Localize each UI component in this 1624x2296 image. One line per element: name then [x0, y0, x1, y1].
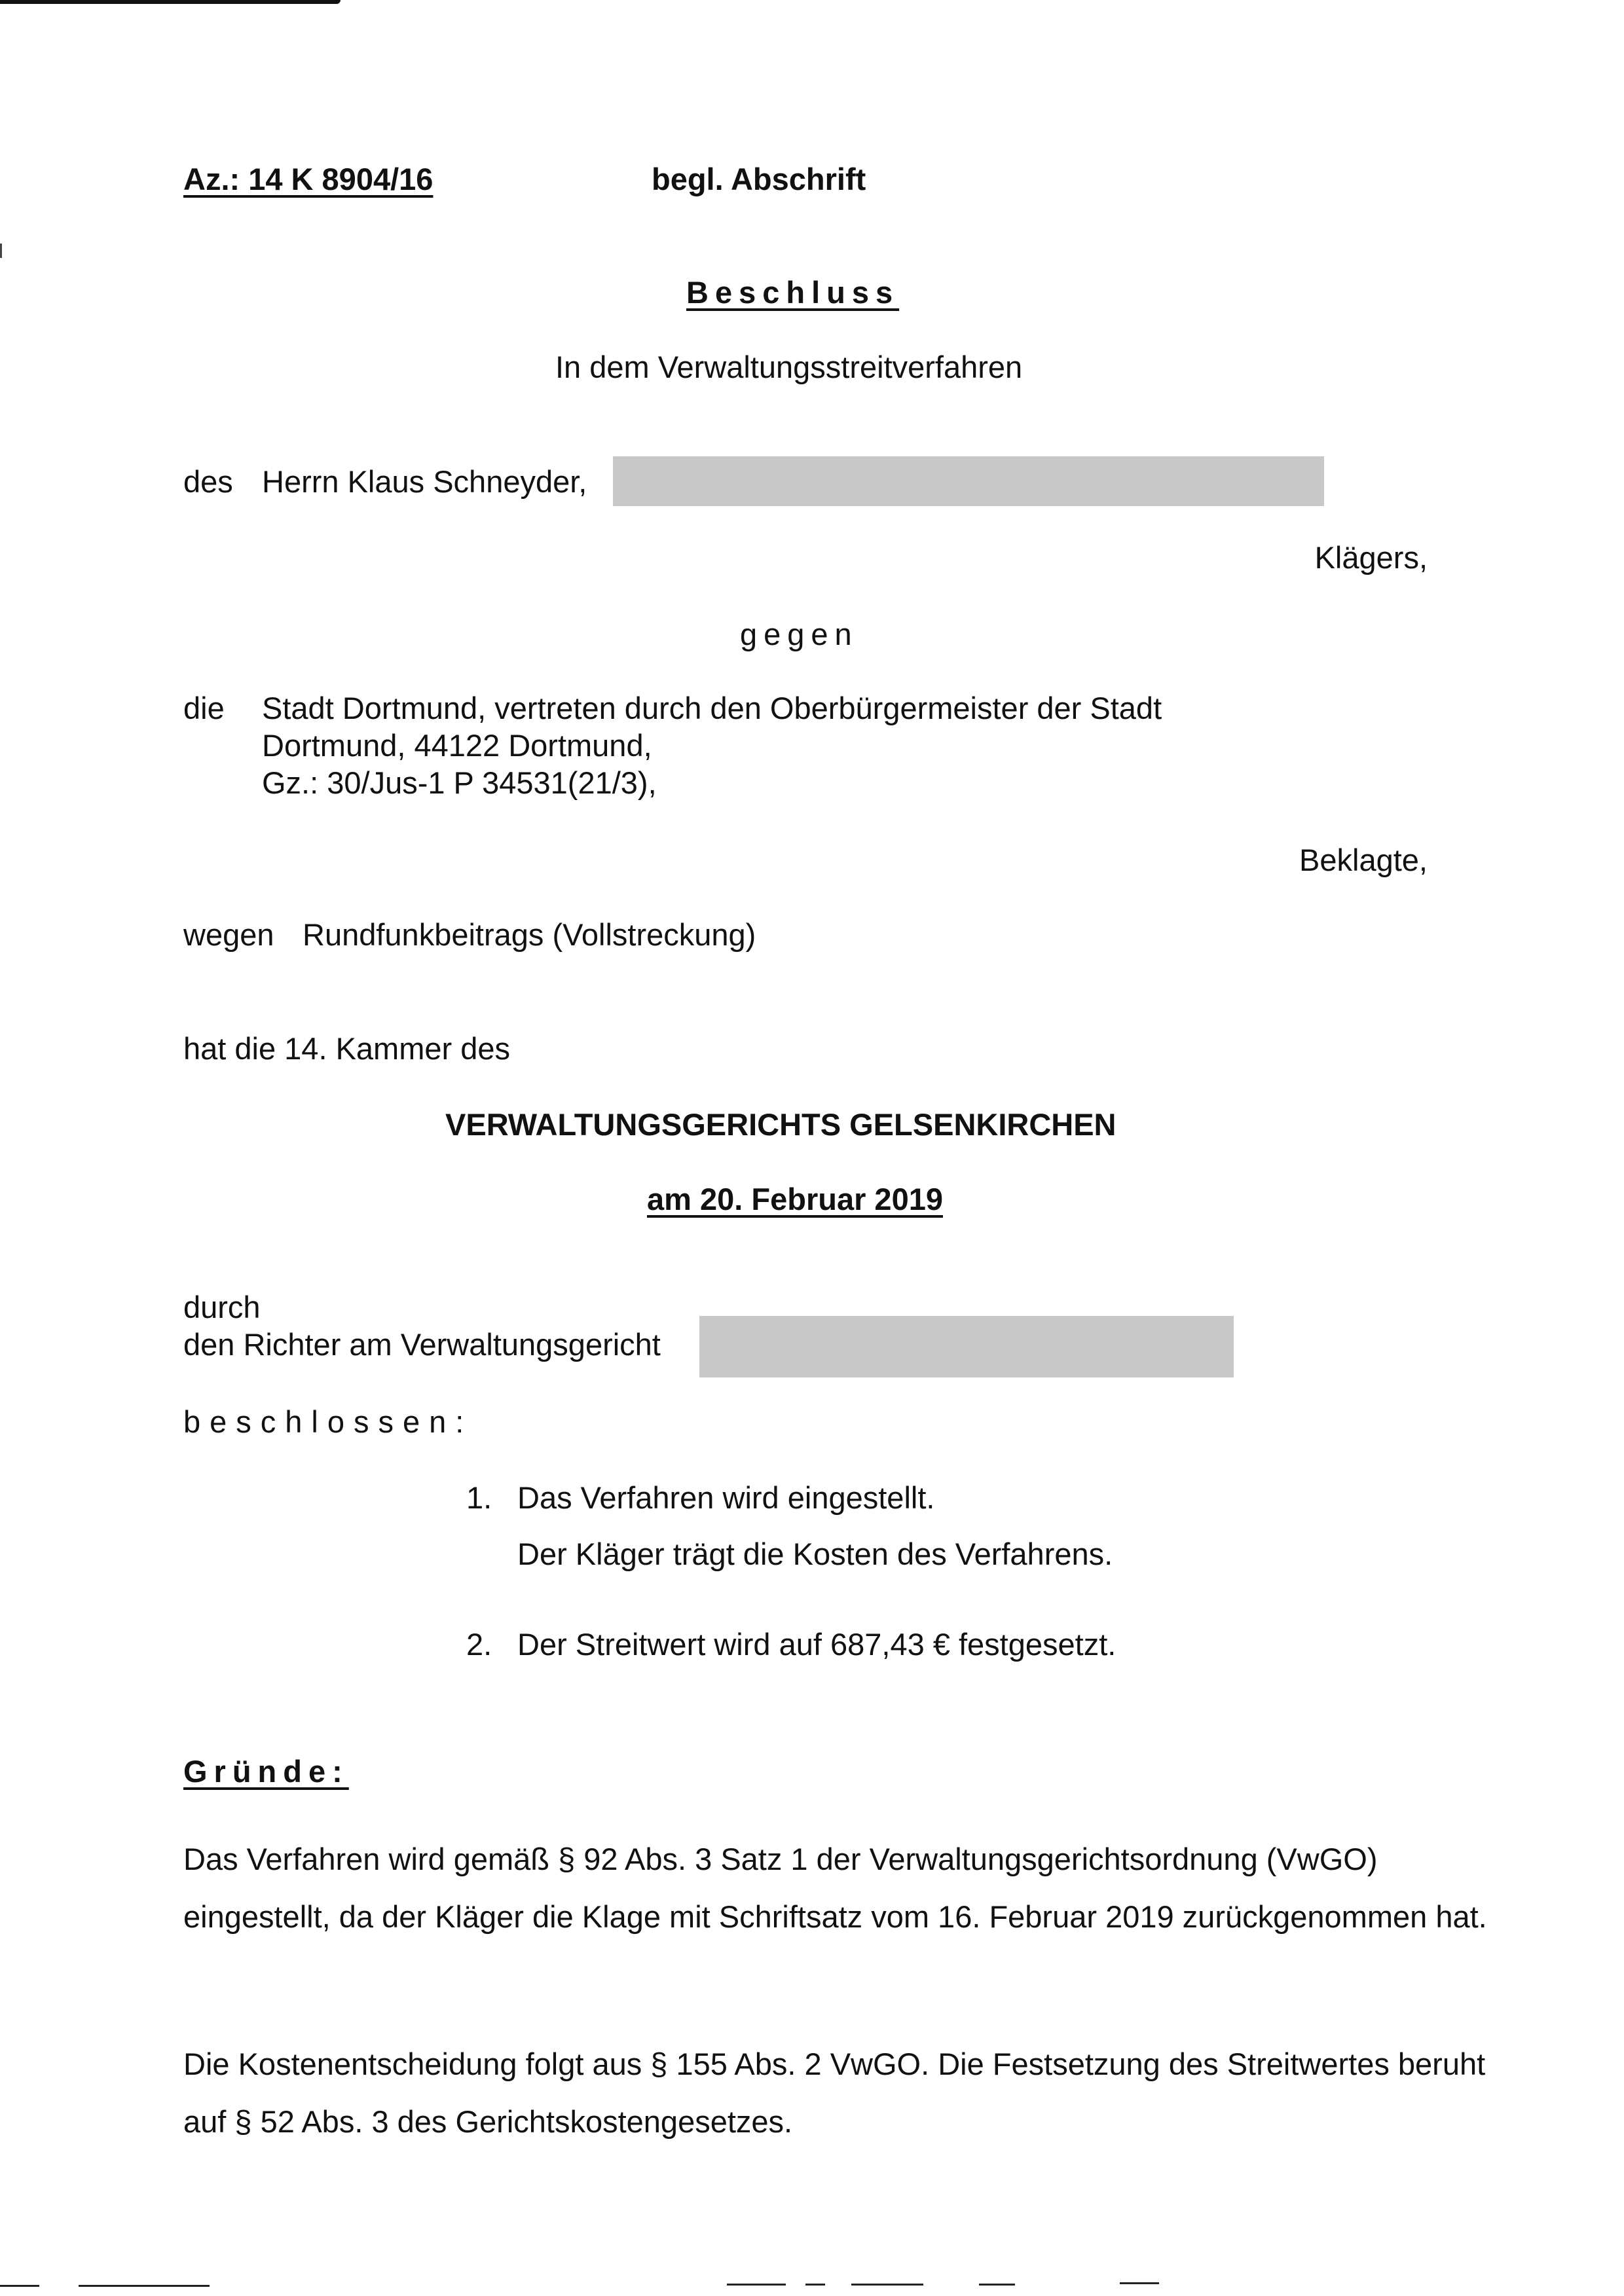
ruling-text: Der Streitwert wird auf 687,43 € festgesetzt.: [517, 1627, 1116, 1662]
plaintiff-name: Herrn Klaus Schneyder,: [262, 464, 587, 499]
decision-date: am 20. Februar 2019: [647, 1182, 943, 1216]
judge-line-by: durch: [183, 1290, 261, 1324]
defendant-prefix: die: [183, 691, 225, 725]
judge-block: [183, 1288, 661, 1363]
defendant-line: Gz.: 30/Jus-1 P 34531(21/3),: [262, 765, 657, 800]
decided-label: beschlossen:: [183, 1404, 473, 1439]
ruling-number: 2.: [466, 1627, 492, 1662]
plaintiff-prefix: des: [183, 464, 233, 499]
defendant-line: Stadt Dortmund, vertreten durch den Oberbürgermeister der Stadt: [262, 691, 1162, 725]
court-name: VERWALTUNGSGERICHTS GELSENKIRCHEN: [445, 1107, 1116, 1142]
judge-title: den Richter am Verwaltungsgericht: [183, 1327, 661, 1362]
reasons-heading: Gründe:: [183, 1754, 349, 1789]
subject-prefix: wegen: [183, 917, 274, 952]
chamber-line: hat die 14. Kammer des: [183, 1031, 510, 1066]
case-number: Az.: 14 K 8904/16: [183, 162, 434, 196]
reasons-paragraph: Das Verfahren wird gemäß § 92 Abs. 3 Satz 1 der Verwaltungsgerichtsordnung (VwGO) eingestellt, da der Kläger die Klage mit Schriftsatz vom 16. Februar 2019 zurückgenommen hat.: [183, 1842, 1487, 1934]
redacted-judge-name: [699, 1316, 1234, 1377]
ruling-number: 1.: [466, 1480, 492, 1515]
defendant-address: [262, 689, 1162, 801]
subject-text: Rundfunkbeitrags (Vollstreckung): [303, 917, 756, 952]
defendant-line: Dortmund, 44122 Dortmund,: [262, 728, 652, 763]
ruling-text: Das Verfahren wird eingestellt.: [517, 1480, 935, 1515]
document-title: Beschluss: [686, 275, 900, 310]
scan-margin-mark: [0, 244, 2, 258]
proceedings-intro: In dem Verwaltungsstreitverfahren: [555, 350, 1023, 384]
defendant-role: Beklagte,: [1299, 843, 1428, 877]
ruling-text: Der Kläger trägt die Kosten des Verfahrens.: [517, 1537, 1113, 1571]
versus-label: gegen: [740, 617, 858, 651]
scan-edge-mark: [0, 0, 341, 4]
scan-bottom-artifacts: [0, 2272, 1624, 2296]
reasons-paragraph: Die Kostenentscheidung folgt aus § 155 Abs. 2 VwGO. Die Festsetzung des Streitwertes beruht auf § 52 Abs. 3 des Gerichtskostengesetzes.: [183, 2047, 1486, 2139]
certified-copy-note: begl. Abschrift: [652, 162, 866, 196]
plaintiff-role: Klägers,: [1314, 540, 1428, 575]
redacted-address: [613, 456, 1324, 506]
